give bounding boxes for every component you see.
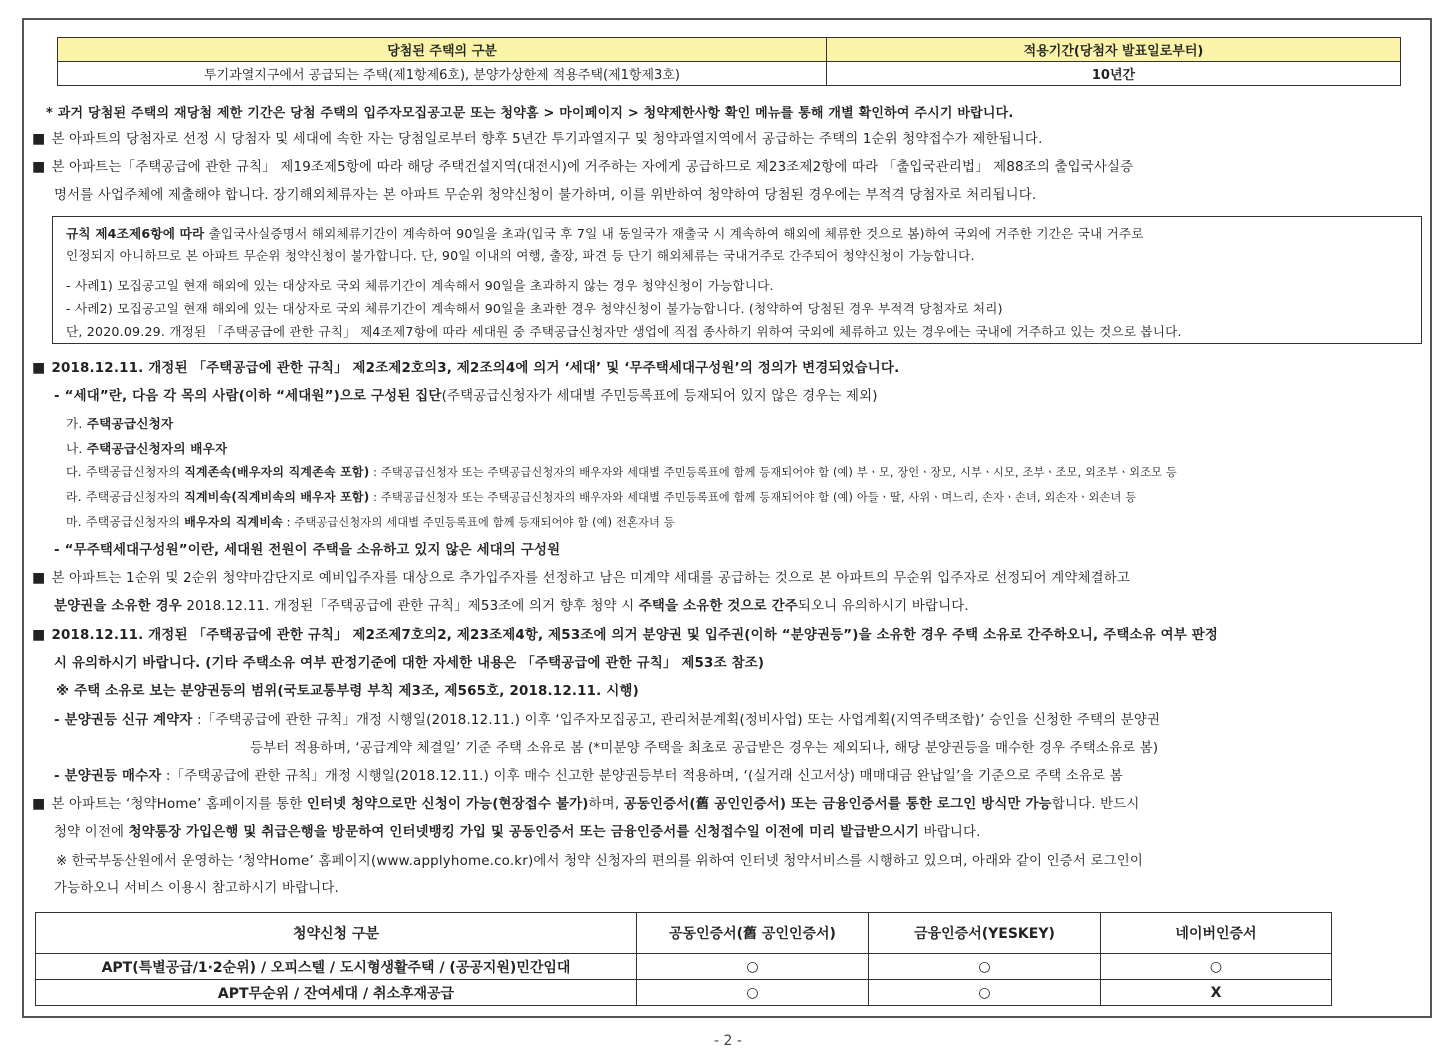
table-header: 당첨된 주택의 구분 — [58, 38, 827, 62]
table-cell: 투기과열지구에서 공급되는 주택(제1항제6호), 분양가상한제 적용주택(제1항제3호) — [58, 62, 827, 86]
box-line-2: 인정되지 아니하므로 본 아파트 무순위 청약신청이 불가합니다. 단, 90일 이내의 여행, 출장, 파견 등 단기 해외체류는 국내거주로 간주되어 청약신청이 가능합니다. — [66, 248, 975, 263]
page-number: - 2 - — [714, 1033, 742, 1049]
unavailable-x-icon: X — [1101, 980, 1332, 1006]
new-contract-cont: 등부터 적용하며, ‘공급계약 체결일’ 기준 주택 소유로 봄 (*미분양 주택을 최초로 공급받은 경우는 제외되나, 해당 분양권등을 매수한 경우 주택소유로 봄) — [250, 741, 1159, 756]
box-case-1: - 사례1) 모집공고일 현재 해외에 있는 대상자로 국외 체류기간이 계속해서 90일을 초과하지 않는 경우 청약신청이 가능합니다. — [66, 278, 774, 293]
square-bullet-icon: ■ — [32, 796, 46, 812]
note-star: * 과거 당첨된 주택의 재당첨 제한 기간은 당첨 주택의 입주자모집공고문 또는 청약홈 > 마이페이지 > 청약제한사항 확인 메뉴를 통해 개별 확인하여 주시기 바랍니다. — [46, 106, 1014, 121]
table-row — [36, 980, 1332, 1006]
square-bullet-icon: ■ — [32, 159, 46, 175]
table-header: 적용기간(당첨자 발표일로부터) — [827, 38, 1401, 62]
household-definition: - “세대”란, 다음 각 목의 사람(이하 “세대원”)으로 구성된 집단(주택공급신청자가 세대별 주민등록표에 등재되어 있지 않은 경우는 제외) — [54, 389, 878, 404]
square-bullet-icon: ■ — [32, 131, 46, 147]
applyhome-note: ※ 한국부동산원에서 운영하는 ‘청약Home’ 홈페이지(www.applyhome.co.kr)에서 청약 신청자의 편의를 위하여 인터넷 청약서비스를 시행하고 있으며, 아래와 같이 인증서 로그인이 — [56, 854, 1143, 869]
table-row — [36, 954, 1332, 980]
available-circle-icon: ○ — [637, 980, 869, 1006]
bullet-4-cont: 분양권을 소유한 경우 2018.12.11. 개정된「주택공급에 관한 규칙」제53조에 의거 향후 청약 시 주택을 소유한 것으로 간주되오니 유의하시기 바랍니다. — [54, 599, 969, 614]
item-ga: 가. 주택공급신청자 — [66, 416, 174, 431]
box-line-1: 규칙 제4조제6항에 따라 출입국사실증명서 해외체류기간이 계속하여 90일을 초과(입국 후 7일 내 동일국가 재출국 시 계속하여 해외에 체류한 것으로 봄)하여 국외에 거주한 기간은 국내 거주로 — [66, 226, 1144, 241]
table-header: 금융인증서(YESKEY) — [869, 913, 1101, 954]
table-header: 청약신청 구분 — [36, 913, 637, 954]
certificate-table — [35, 912, 1332, 1006]
new-contract-line: - 분양권등 신규 계약자 :「주택공급에 관한 규칙」개정 시행일(2018.12.11.) 이후 ‘입주자모집공고, 관리처분계획(정비사업) 또는 사업계획(지역주택조합)’ 승인을 신청한 주택의 분양권 — [54, 713, 1161, 728]
item-ra: 라. 주택공급신청자의 직계비속(직계비속의 배우자 포함) : 주택공급신청자 또는 주택공급신청자의 배우자와 세대별 주민등록표에 함께 등재되어야 함 (예) 아들ㆍ딸, 사위ㆍ며느리, 손자ㆍ손녀, 외손자ㆍ외손녀 등 — [66, 490, 1137, 504]
table-cell: APT(특별공급/1·2순위) / 오피스텔 / 도시형생활주택 / (공공지원)민간임대 — [36, 954, 637, 980]
table-cell: APT무순위 / 잔여세대 / 취소후재공급 — [36, 980, 637, 1006]
table-header: 네이버인증서 — [1101, 913, 1332, 954]
winning-house-table — [57, 37, 1401, 86]
item-na: 나. 주택공급신청자의 배우자 — [66, 441, 228, 456]
box-case-2: - 사례2) 모집공고일 현재 해외에 있는 대상자로 국외 체류기간이 계속해서 90일을 초과한 경우 청약신청이 불가능합니다. (청약하여 당첨된 경우 부적격 당첨자로 처리) — [66, 301, 1003, 316]
bullet-2: ■ 본 아파트는「주택공급에 관한 규칙」 제19조제5항에 따라 해당 주택건설지역(대전시)에 거주하는 자에게 공급하므로 제23조제2항에 따라 「출입국관리법」 제88조의 출입국사실증 — [32, 159, 1134, 175]
bullet-6-cont: 청약 이전에 청약통장 가입은행 및 취급은행을 방문하여 인터넷뱅킹 가입 및 공동인증서 또는 금융인증서를 신청접수일 이전에 미리 발급받으시기 바랍니다. — [54, 825, 981, 840]
box-line-5: 단, 2020.09.29. 개정된 「주택공급에 관한 규칙」 제4조제7항에 따라 세대원 중 주택공급신청자만 생업에 직접 종사하기 위하여 국외에 체류하고 있는 경우에는 국내에 거주하고 있는 것으로 봅니다. — [66, 324, 1182, 339]
square-bullet-icon: ■ — [32, 360, 46, 376]
bullet-3: ■ 2018.12.11. 개정된 「주택공급에 관한 규칙」 제2조제2호의3, 제2조의4에 의거 ‘세대’ 및 ‘무주택세대구성원’의 정의가 변경되었습니다. — [32, 360, 900, 376]
available-circle-icon: ○ — [1101, 954, 1332, 980]
available-circle-icon: ○ — [869, 954, 1101, 980]
bullet-5-cont: 시 유의하시기 바랍니다. (기타 주택소유 여부 판정기준에 대한 자세한 내용은 「주택공급에 관한 규칙」 제53조 참조) — [54, 656, 765, 671]
bullet-4: ■ 본 아파트는 1순위 및 2순위 청약마감단지로 예비입주자를 대상으로 추가입주자를 선정하고 남은 미계약 세대를 공급하는 것으로 본 아파트의 무순위 입주자로 선정되어 계약체결하고 — [32, 570, 1131, 586]
buyer-line: - 분양권등 매수자 :「주택공급에 관한 규칙」개정 시행일(2018.12.11.) 이후 매수 신고한 분양권등부터 적용하며, ‘(실거래 신고서상) 매매대금 완납일’을 기준으로 주택 소유로 봄 — [54, 769, 1123, 784]
square-bullet-icon: ■ — [32, 627, 46, 643]
bullet-6: ■ 본 아파트는 ‘청약Home’ 홈페이지를 통한 인터넷 청약으로만 신청이 가능(현장접수 불가)하며, 공동인증서(舊 공인인증서) 또는 금융인증서를 통한 로그인 방식만 가능합니다. 반드시 — [32, 796, 1140, 812]
table-cell: 10년간 — [827, 62, 1401, 86]
table-header: 공동인증서(舊 공인인증서) — [637, 913, 869, 954]
scope-title: ※ 주택 소유로 보는 분양권등의 범위(국토교통부령 부칙 제3조, 제565호, 2018.12.11. 시행) — [56, 684, 639, 699]
item-ma: 마. 주택공급신청자의 배우자의 직계비속 : 주택공급신청자의 세대별 주민등록표에 함께 등재되어야 함 (예) 전혼자녀 등 — [66, 515, 675, 529]
applyhome-note-cont: 가능하오니 서비스 이용시 참고하시기 바랍니다. — [54, 881, 339, 896]
available-circle-icon: ○ — [637, 954, 869, 980]
bullet-2-cont: 명서를 사업주체에 제출해야 합니다. 장기해외체류자는 본 아파트 무순위 청약신청이 불가하며, 이를 위반하여 청약하여 당첨된 경우에는 부적격 당첨자로 처리됩니다. — [54, 188, 1037, 203]
no-house-definition: - “무주택세대구성원”이란, 세대원 전원이 주택을 소유하고 있지 않은 세대의 구성원 — [54, 543, 561, 558]
bullet-1: ■ 본 아파트의 당첨자로 선정 시 당첨자 및 세대에 속한 자는 당첨일로부터 향후 5년간 투기과열지구 및 청약과열지역에서 공급하는 주택의 1순위 청약접수가 제한됩니다. — [32, 131, 1043, 147]
available-circle-icon: ○ — [869, 980, 1101, 1006]
bullet-5: ■ 2018.12.11. 개정된 「주택공급에 관한 규칙」 제2조제7호의2, 제23조제4항, 제53조에 의거 분양권 및 입주권(이하 “분양권등”)을 소유한 경우 주택 소유로 간주하오니, 주택소유 여부 판정 — [32, 627, 1219, 643]
square-bullet-icon: ■ — [32, 570, 46, 586]
item-da: 다. 주택공급신청자의 직계존속(배우자의 직계존속 포함) : 주택공급신청자 또는 주택공급신청자의 배우자와 세대별 주민등록표에 함께 등재되어야 함 (예) 부ㆍ모, 장인ㆍ장모, 시부ㆍ시모, 조부ㆍ조모, 외조부ㆍ외조모 등 — [66, 465, 1177, 479]
